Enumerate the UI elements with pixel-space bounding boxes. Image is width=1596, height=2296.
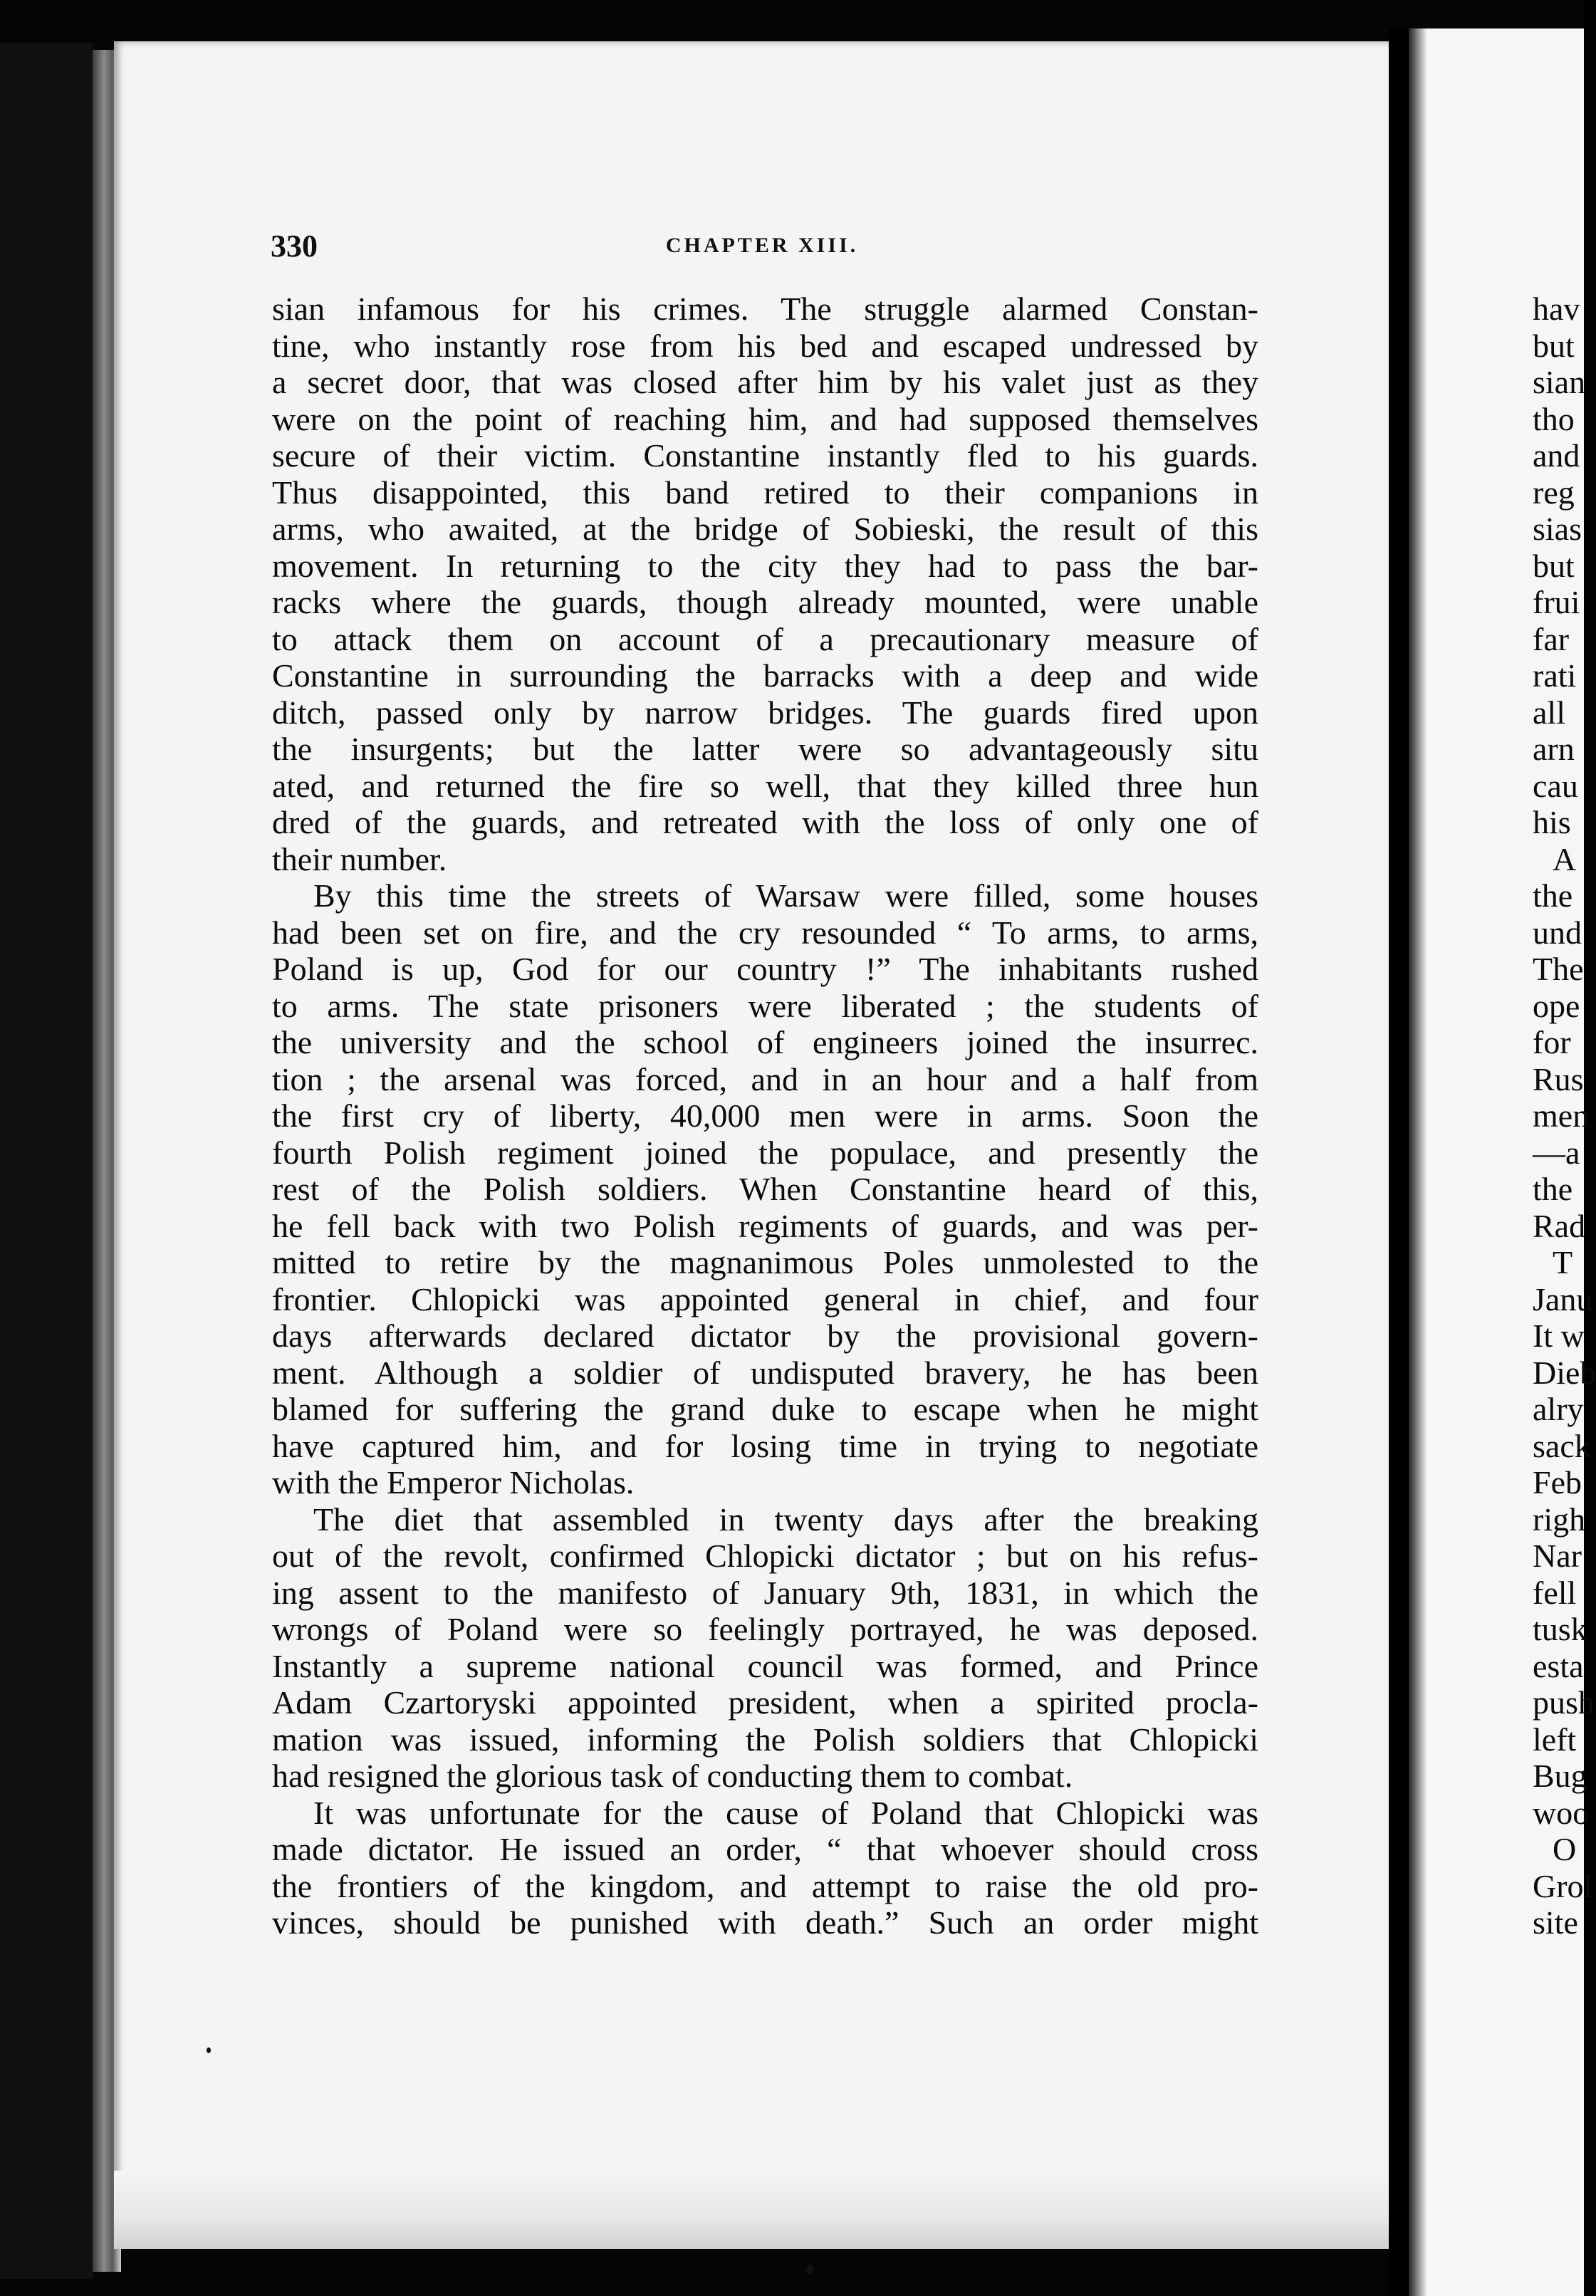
text-line: tine, who instantly rose from his bed and escaped undressed by [272,327,1258,364]
text-line: racks where the guards, though already mounted, were unable [272,584,1258,620]
text-line: to arms. The state prisoners were liberated ; the students of [272,987,1258,1024]
text-line: By this time the streets of Warsaw were filled, some houses [313,877,1258,914]
right-page-fragment: Feb [1533,1464,1582,1501]
running-head: CHAPTER XIII. [665,234,859,257]
right-page-fragment: woo [1533,1794,1590,1831]
right-page-fragment: left [1533,1721,1577,1758]
right-page-fragment: but [1533,327,1575,364]
right-page-fragment: Grol [1533,1867,1593,1904]
right-page-fragment: fell [1533,1574,1577,1611]
right-page-fragment: sian [1533,364,1586,400]
text-line: secure of their victim. Constantine instantly fled to his guards. [272,437,1258,474]
text-line: tion ; the arsenal was forced, and in an hour and a half from [272,1060,1258,1097]
text-line: were on the point of reaching him, and had supposed themselves [272,400,1258,437]
text-line: had been set on fire, and the cry resounded “ To arms, to arms, [272,914,1258,951]
text-line: days afterwards declared dictator by the provisional govern- [272,1317,1258,1354]
text-line: ditch, passed only by narrow bridges. The guards fired upon [272,694,1258,731]
right-page-fragment: Janu [1533,1280,1593,1317]
right-page-fragment: —a [1533,1134,1580,1171]
right-page-fragment: Rus [1533,1060,1584,1097]
text-line: to attack them on account of a precautionary measure of [272,620,1258,657]
text-line: their number. [272,840,447,877]
text-line: Thus disappointed, this band retired to their companions in [272,474,1258,511]
text-line: mation was issued, informing the Polish soldiers that Chlopicki [272,1721,1258,1758]
text-line: vinces, should be punished with death.” Such an order might [272,1904,1258,1941]
right-page-fragment: but [1533,547,1575,584]
right-page-fragment: for [1533,1024,1571,1060]
text-line: the first cry of liberty, 40,000 men were in arms. Soon the [272,1097,1258,1134]
right-page-fragment: alry [1533,1391,1584,1427]
right-page-fragment: reg [1533,474,1575,511]
right-page-fragment: O [1553,1831,1577,1867]
text-line: arms, who awaited, at the bridge of Sobieski, the result of this [272,511,1258,547]
text-line: had resigned the glorious task of conducting them to combat. [272,1758,1073,1794]
text-line: have captured him, and for losing time in trying to negotiate [272,1427,1258,1464]
right-page-fragment: sias [1533,511,1582,547]
text-line: a secret door, that was closed after him by his valet just as they [272,364,1258,400]
right-page-fragment: Dieb [1533,1354,1596,1391]
text-line: ing assent to the manifesto of January 9th, 1831, in which the [272,1574,1258,1611]
right-page-fragment: esta [1533,1647,1584,1684]
right-page-fragment: The [1533,951,1584,987]
right-page-fragment: far [1533,620,1570,657]
text-line: ated, and returned the fire so well, that they killed three hun [272,767,1258,804]
text-line: frontier. Chlopicki was appointed general in chief, and four [272,1280,1258,1317]
book-spine [0,43,93,2279]
scan-speck [207,2047,211,2053]
right-page-fragment: und [1533,914,1582,951]
right-page-fragment: site [1533,1904,1578,1941]
text-line: movement. In returning to the city they had to pass the bar- [272,547,1258,584]
text-line: fourth Polish regiment joined the populace, and presently the [272,1134,1258,1171]
right-page-fragment: tusk [1533,1611,1587,1647]
text-line: The diet that assembled in twenty days after the breaking [313,1501,1258,1538]
text-line: the frontiers of the kingdom, and attempt to raise the old pro- [272,1867,1258,1904]
right-page-text-fragments [1533,291,1596,1941]
text-line: ment. Although a soldier of undisputed bravery, he has been [272,1354,1258,1391]
right-page-fragment: righ [1533,1501,1586,1538]
right-page-shadow [1409,28,1427,2296]
text-line: the university and the school of engineers joined the insurrec. [272,1024,1258,1060]
right-page-fragment: the [1533,1171,1573,1207]
page-number: 330 [271,229,318,263]
text-line: mitted to retire by the magnanimous Poles unmolested to the [272,1244,1258,1280]
right-page-fragment: Bug [1533,1758,1587,1794]
right-page-fragment: tho [1533,400,1575,437]
right-page-fragment: Nar [1533,1538,1582,1574]
text-line: the insurgents; but the latter were so advantageously situ [272,731,1258,767]
text-line: It was unfortunate for the cause of Poland that Chlopicki was [313,1794,1258,1831]
right-page-fragment: his [1533,804,1571,840]
right-page-fragment: Rad [1533,1207,1586,1244]
body-text [272,291,1258,1941]
text-line: Adam Czartoryski appointed president, when a spirited procla- [272,1684,1258,1721]
right-page-fragment: and [1533,437,1580,474]
right-page-fragment: ope [1533,987,1580,1024]
text-line: with the Emperor Nicholas. [272,1464,635,1501]
text-line: rest of the Polish soldiers. When Constantine heard of this, [272,1171,1258,1207]
right-page-fragment: hav [1533,291,1580,327]
right-page-fragment: all [1533,694,1565,731]
text-line: wrongs of Poland were so feelingly portrayed, he was deposed. [272,1611,1258,1647]
right-page-fragment: cau [1533,767,1578,804]
right-page-fragment: sack [1533,1427,1591,1464]
text-line: he fell back with two Polish regiments of guards, and was per- [272,1207,1258,1244]
right-page-fragment: A [1553,840,1577,877]
text-line: blamed for suffering the grand duke to escape when he might [272,1391,1258,1427]
text-line: made dictator. He issued an order, “ that whoever should cross [272,1831,1258,1867]
right-page-fragment: frui [1533,584,1580,620]
right-page-fragment: push [1533,1684,1595,1721]
right-page-fragment: It w [1533,1317,1585,1354]
page-header [271,228,1253,271]
right-page-fragment: the [1533,877,1573,914]
right-page-fragment: T [1553,1244,1573,1280]
text-line: sian infamous for his crimes. The struggle alarmed Constan- [272,291,1258,327]
text-line: dred of the guards, and retreated with the loss of only one of [272,804,1258,840]
text-line: Poland is up, God for our country !” The inhabitants rushed [272,951,1258,987]
right-page-fragment: men [1533,1097,1590,1134]
scan-speck [806,2265,813,2275]
page-gutter [1389,28,1409,2296]
right-page-fragment: rati [1533,657,1577,694]
text-line: Instantly a supreme national council was formed, and Prince [272,1647,1258,1684]
right-page-fragment: arn [1533,731,1575,767]
text-line: Constantine in surrounding the barracks with a deep and wide [272,657,1258,694]
text-line: out of the revolt, confirmed Chlopicki dictator ; but on his refus- [272,1538,1258,1574]
